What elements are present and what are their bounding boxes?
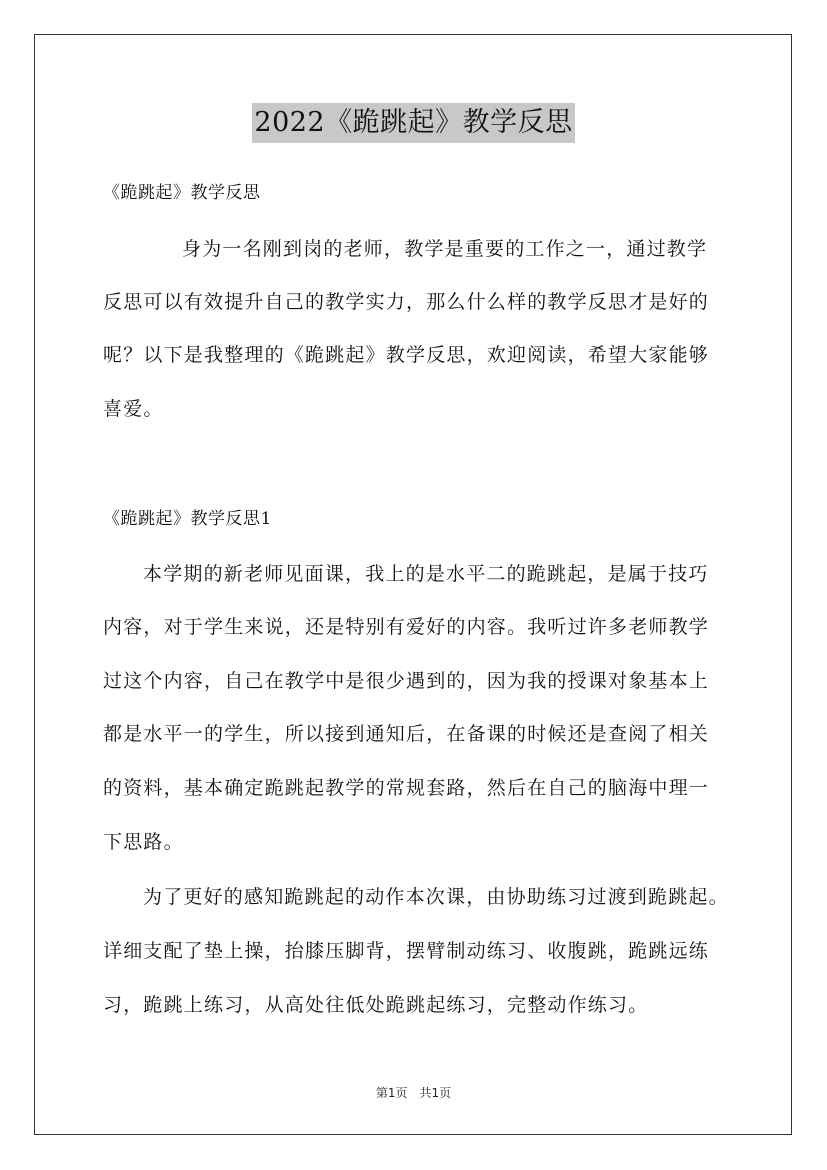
section-heading: 《跪跳起》教学反思1	[103, 509, 272, 529]
title-container	[0, 103, 827, 143]
intro-line: 反思可以有效提升自己的教学实力，那么什么样的教学反思才是好的	[103, 291, 710, 313]
intro-line: 呢？以下是我整理的《跪跳起》教学反思，欢迎阅读，希望大家能够	[103, 344, 710, 366]
intro-line: 身为一名刚到岗的老师，教学是重要的工作之一，通过教学	[182, 238, 708, 260]
paragraph-line: 过这个内容，自己在教学中是很少遇到的，因为我的授课对象基本上	[103, 670, 710, 692]
page-number-footer: 第1页 共1页	[375, 1086, 452, 1100]
paragraph-line: 下思路。	[103, 831, 184, 853]
paragraph-line: 习，跪跳上练习，从高处往低处跪跳起练习，完整动作练习。	[103, 994, 649, 1016]
document-title: 2022《跪跳起》教学反思	[252, 103, 574, 143]
paragraph-line: 都是水平一的学生，所以接到通知后，在备课的时候还是查阅了相关	[103, 723, 710, 745]
paragraph-line: 的资料，基本确定跪跳起教学的常规套路，然后在自己的脑海中理一	[103, 777, 710, 799]
intro-line: 喜爱。	[103, 398, 164, 420]
paragraph-line: 本学期的新老师见面课，我上的是水平二的跪跳起，是属于技巧	[143, 563, 709, 585]
paragraph-line: 详细支配了垫上操，抬膝压脚背，摆臂制动练习、收腹跳，跪跳远练	[103, 940, 710, 962]
paragraph-line: 内容，对于学生来说，还是特别有爱好的内容。我听过许多老师教学	[103, 616, 710, 638]
intro-heading: 《跪跳起》教学反思	[103, 183, 261, 203]
paragraph-line: 为了更好的感知跪跳起的动作本次课，由协助练习过渡到跪跳起。	[143, 886, 729, 908]
